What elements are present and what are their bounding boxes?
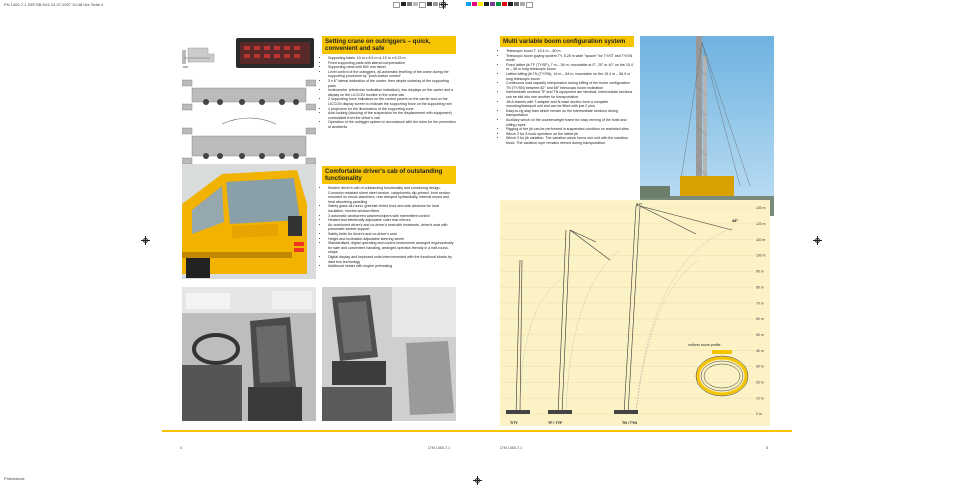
y-tick-label: 0 m: [756, 412, 762, 417]
cab-photo-svg: [182, 164, 316, 279]
list-item: • Safety belts for driver's and co-driver's seat: [328, 232, 456, 237]
list-item: • 4 projectors for the illumination of the supporting zone: [328, 107, 456, 112]
footer-rule: [162, 430, 792, 432]
cab-bullet-list: [322, 186, 456, 269]
boom-section: [500, 36, 634, 145]
footer-title-right: LTM 1400-7.1: [500, 446, 523, 450]
angle-label-82: 82°: [636, 202, 643, 207]
list-item: • Jib A-frames with T-adapter and N-base section form a complete mounting/transport unit and can be fitted with just 2 pins: [506, 100, 634, 109]
interior-photo-left: [182, 287, 316, 421]
page-number-right: 5: [766, 446, 768, 450]
interior-photo-right: [322, 287, 456, 421]
boom-heading: Multi variable boom configuration system: [500, 36, 634, 47]
list-item: • Heated and electrically adjustable outer rear mirrors: [328, 218, 456, 223]
outriggers-heading: Setting crane on outriggers – quick, convenient and safe: [322, 36, 456, 54]
y-tick-label: 10 m: [756, 396, 764, 401]
config-label-tf-tyf: TF / TYF: [548, 421, 563, 425]
list-item: • Easy-to-rig stay bars which remain on the intermediate sections during transportation: [506, 109, 634, 118]
height-label: 600: [183, 65, 189, 69]
crane-photo-svg: [640, 36, 774, 216]
y-tick-label: 130 m: [756, 206, 766, 211]
list-item: • Inclinometer (electronic inclination indication), two displays on the carrier and a display on the LICCON monitor in the crane cab: [328, 88, 456, 97]
list-item: • Air-cushioned driver's and co-driver's seat with headrests, driver's seat with pneumatic lumber support: [328, 223, 456, 232]
list-item: • Winch 3 for jib variation. The variation winch forms one unit with the variation block. The variation rope remains reeved during transportation.: [506, 136, 634, 145]
list-item: • 3 automatic windscreen washers/wipers with intermittent control: [328, 214, 456, 219]
list-item: • Telescopic boom guying system TY, 5.25 m wide "spacer" for TY/ST and TY/SN mode: [506, 54, 634, 63]
list-item: • 3 x 6° lateral inclination of the carrier, then simple underlay of the supporting pads: [328, 79, 456, 88]
cab-heading: Comfortable driver's cab of outstanding functionality: [322, 166, 456, 184]
list-item: • Safety glass all-round, greenish tinted front and side windows for heat insulation, electric window lifters: [328, 204, 456, 213]
profile-label: oviform boom profile: [688, 343, 721, 347]
registration-mark-right: [813, 236, 822, 245]
color-registration-bar: [393, 2, 533, 7]
y-tick-label: 90 m: [756, 269, 764, 274]
list-item: • Auxiliary winch on the counterweight frame for easy reeving of the hoist and luffing ropes: [506, 118, 634, 127]
list-item: • Level control of the outriggers, all-automatic levelling of the crane during the supporting procedure by "push-button control": [328, 70, 456, 79]
y-tick-label: 20 m: [756, 380, 764, 385]
y-tick-label: 30 m: [756, 364, 764, 369]
y-tick-label: 120 m: [756, 222, 766, 227]
list-item: • Telescopic boom T, 15.4 m – 60 m: [506, 49, 634, 54]
list-item: • Winch 3 for 3-hook operation on the lattice jib: [506, 132, 634, 137]
list-item: • Supporting basis: 10 m x 8.5 m or 10 m x 6.23 m: [328, 56, 456, 61]
config-label-t-ty: T/TY: [510, 421, 518, 425]
list-item: • Standardised, digital operating and control instruments arranged ergonomically for safe and convenient handling, arranged operator-friendly in a half-round-shape: [328, 241, 456, 255]
crane-photo: [640, 36, 774, 216]
boom-bullet-list: [500, 49, 634, 145]
outriggers-section: [322, 36, 456, 130]
interior-photo-left-svg: [182, 287, 316, 421]
list-item: • Rigging of the jib can be performed in suspended condition on restricted sites: [506, 127, 634, 132]
y-tick-label: 80 m: [756, 285, 764, 290]
list-item: • Supporting rams with 600 mm travel: [328, 65, 456, 70]
y-tick-label: 110 m: [756, 237, 766, 242]
cab-photo: [182, 164, 316, 279]
list-item: • 2 supporting force indicators on the control panels on the carrier and on the LICCON display screen to indicate the supporting force on the supporting ram: [328, 97, 456, 106]
y-tick-label: 60 m: [756, 317, 764, 322]
list-item: • Fixed supporting pads with lateral compensation: [328, 61, 456, 66]
list-item: • Height and inclination adjustable steering wheel: [328, 237, 456, 242]
list-item: • Intermediate sections TF and TN equipment are identical, intermediate sections can be slid into one another for transportation: [506, 90, 634, 99]
angle-label-48: 48°: [732, 218, 739, 223]
registration-mark-bottom: [473, 476, 482, 485]
working-range-chart: [500, 200, 770, 426]
list-item: • Additional heater with engine preheating: [328, 264, 456, 269]
y-tick-label: 40 m: [756, 348, 764, 353]
list-item: • Axle-locking (blocking of the suspension for the displacement with equipment) controllable from the driver's cab: [328, 111, 456, 120]
outriggers-bullet-list: [322, 56, 456, 130]
print-footer: Probedruck: [4, 476, 25, 481]
print-header: PN 1400-7.1 DEFGB.fh11 24.07.2007 10:48 Uhr Seite 4: [4, 2, 104, 7]
footer-title-left: LTM 1400-7.1: [428, 446, 451, 450]
list-item: • Lattice luffing jib TN (TY/SN), 14 m – 84 m, mountable on the 15.4 m – 58.9 m long telescopic boom: [506, 72, 634, 81]
y-tick-label: 50 m: [756, 332, 764, 337]
y-tick-label: 70 m: [756, 301, 764, 306]
interior-photo-right-svg: [322, 287, 456, 421]
list-item: • Modern driver's cab of outstanding functionality and convincing design. Corrosion resistant sheet steel version, cataphoretic dip-primed, front section mounted on shock-absorbers, rear damped hydraulically, internal sound and heat absorbing panelling: [328, 186, 456, 204]
working-range-svg: [500, 200, 770, 426]
cab-section: [322, 166, 456, 269]
list-item: • Operation of the outrigger system in accordance with the rules for the prevention of accidents: [328, 120, 456, 129]
config-label-tn-tyn: TN / TYN: [622, 421, 637, 425]
list-item: • Digital display and keyboard units interconnected with the functional blocks by data bus technology: [328, 255, 456, 264]
registration-mark-top: [439, 0, 448, 9]
y-tick-label: 100 m: [756, 253, 766, 258]
page-number-left: 4: [180, 446, 182, 450]
registration-mark-left: [141, 236, 150, 245]
list-item: • Fixed lattice jib TF (TY/SF), 7 m – 56 m, mountable at 0°, 20° or 40° on the 15.4 m – 46 m long telescopic boom: [506, 63, 634, 72]
list-item: • Continuous load capacity interpolation during luffing of the boom configuration TN (TY/SN) between 82° and 88° telescopic boom inclination: [506, 81, 634, 90]
